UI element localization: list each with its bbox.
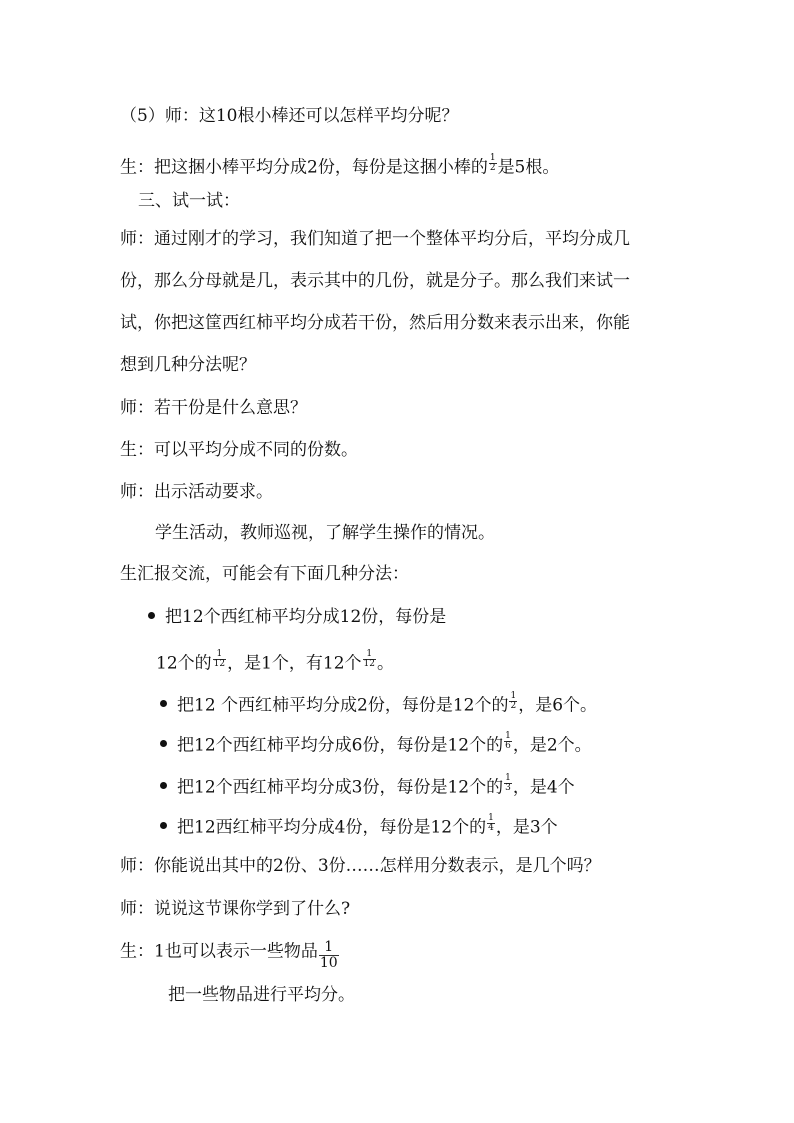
bullet-icon	[148, 612, 155, 619]
paragraph	[120, 354, 256, 376]
fraction-one-third: $\frac{1}{3}$	[505, 773, 511, 793]
text: 师：通过刚才的学习，我们知道了把一个整体平均分后，平均分成几	[120, 229, 630, 249]
text: 生：把这捆小棒平均分成2份，每份是这捆小棒的	[120, 157, 488, 178]
bullet-icon	[160, 700, 167, 707]
paragraph	[168, 984, 355, 1006]
text: 12个的	[156, 653, 212, 674]
bullet-icon	[160, 822, 167, 829]
list-item	[160, 814, 558, 838]
fraction-one-tenth: $\frac{1}{10}$	[319, 939, 338, 971]
bullet-icon	[160, 782, 167, 789]
text: 生：可以平均分成不同的份数。	[120, 440, 358, 460]
paragraph	[120, 439, 358, 461]
text: 师：说说这节课你学到了什么?	[120, 899, 351, 919]
paragraph	[120, 898, 350, 920]
text: 生汇报交流，可能会有下面几种分法：	[120, 564, 409, 584]
text: （5）师：这10根小棒还可以怎样平均分呢？	[120, 106, 459, 126]
paragraph	[120, 312, 630, 334]
paragraph	[120, 940, 340, 971]
text: 想到几种分法呢？	[120, 355, 256, 375]
text: 师：你能说出其中的2份、3份……怎样用分数表示，是几个吗？	[120, 856, 601, 876]
list-item	[160, 692, 597, 716]
list-item-continuation	[156, 650, 394, 674]
paragraph	[120, 563, 409, 585]
text: ，是3个	[495, 817, 558, 838]
text: 学生活动，教师巡视，了解学生操作的情况。	[155, 523, 495, 543]
text: 份，那么分母就是几，表示其中的几份，就是分子。那么我们来试一	[120, 271, 630, 291]
text: ，是2个。	[512, 735, 592, 756]
fraction-one-quarter: $\frac{1}{4}$	[488, 813, 494, 833]
text: 师：若干份是什么意思？	[120, 398, 307, 418]
bullet-icon	[160, 740, 167, 747]
fraction-one-twelfth: $\frac{1}{12}$	[213, 649, 226, 669]
list-item	[160, 774, 575, 798]
fraction-one-half: $\frac{1}{2}$	[510, 691, 517, 711]
fraction-one-twelfth: $\frac{1}{12}$	[363, 649, 375, 669]
section-heading	[138, 190, 240, 212]
paragraph	[120, 270, 630, 292]
text: 师：出示活动要求。	[120, 482, 273, 502]
fraction-one-half: $\frac{1}{2}$	[489, 153, 496, 173]
fraction-one-sixth: $\frac{1}{6}$	[505, 731, 511, 751]
text: 把12 个西红柿平均分成2份，每份是12个的	[177, 695, 509, 716]
paragraph	[120, 481, 273, 503]
text: 生：1也可以表示一些物品	[120, 941, 318, 962]
text: ，是4个	[512, 777, 575, 798]
list-item	[148, 606, 446, 628]
paragraph	[155, 522, 495, 544]
text: ，是1个，有12个	[227, 653, 362, 674]
paragraph	[120, 228, 630, 250]
paragraph	[120, 154, 559, 178]
text: ，是6个。	[518, 695, 598, 716]
text: 把12西红柿平均分成4份，每份是12个的	[177, 817, 487, 838]
paragraph	[120, 105, 458, 127]
text: 。	[377, 653, 394, 674]
text: 试，你把这筐西红柿平均分成若干份，然后用分数来表示出来，你能	[120, 313, 630, 333]
text: 是5根。	[497, 157, 560, 178]
text: 把12个西红柿平均分成12份，每份是	[165, 607, 447, 627]
paragraph	[120, 855, 601, 877]
text: 把一些物品进行平均分。	[168, 985, 355, 1005]
list-item	[160, 732, 592, 756]
text: 把12个西红柿平均分成6份，每份是12个的	[177, 735, 504, 756]
text: 三、试一试：	[138, 191, 240, 211]
text: 把12个西红柿平均分成3份，每份是12个的	[177, 777, 504, 798]
paragraph	[120, 397, 307, 419]
